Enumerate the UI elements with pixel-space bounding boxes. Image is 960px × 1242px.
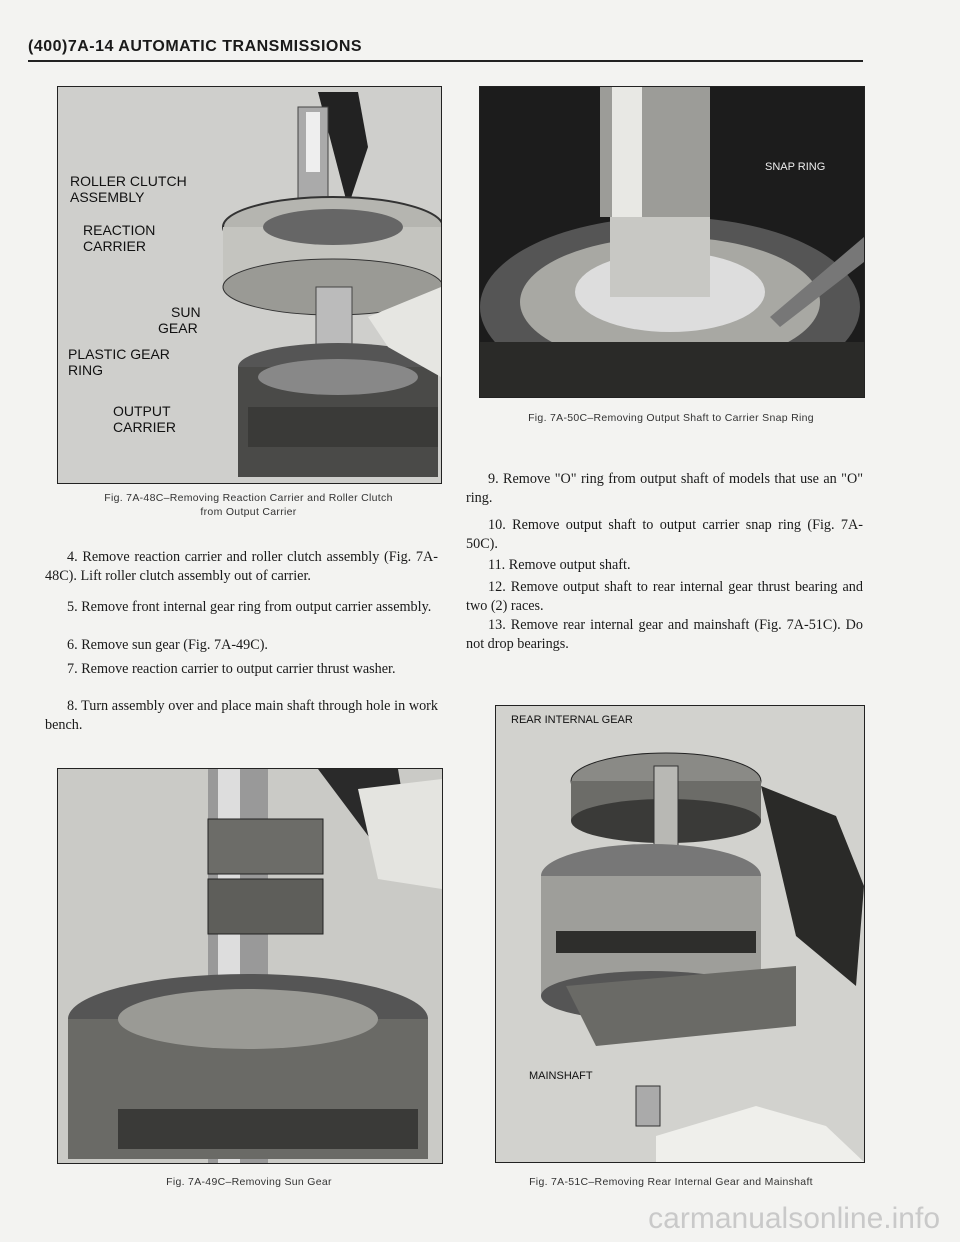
label-ring: RING (68, 362, 103, 378)
photo-rear-internal-gear (496, 706, 864, 1162)
label-roller-clutch: ROLLER CLUTCH (70, 173, 187, 189)
photo-sun-gear (58, 769, 442, 1163)
step-13: 13. Remove rear internal gear and mainshaft (Fig. 7A-51C). Do not drop bearings. (466, 617, 863, 652)
caption-fig-48c-line2: from Output Carrier (200, 506, 297, 518)
label-plastic-gear: PLASTIC GEAR (68, 346, 170, 362)
label-output-carrier: CARRIER (113, 419, 177, 435)
label-snap-ring: SNAP RING (765, 161, 826, 173)
step-10: 10. Remove output shaft to output carrier snap ring (Fig. 7A-50C). (466, 517, 863, 552)
figure-7a-51c (495, 705, 865, 1163)
caption-fig-51c: Fig. 7A-51C–Removing Rear Internal Gear and Mainshaft (529, 1176, 813, 1188)
figure-7a-50c (479, 86, 865, 398)
label-carrier: CARRIER (83, 238, 147, 254)
caption-fig-49c: Fig. 7A-49C–Removing Sun Gear (166, 1176, 332, 1188)
label-gear: GEAR (158, 320, 198, 336)
step-12: 12. Remove output shaft to rear internal gear thrust bearing and two (2) races. (466, 579, 863, 614)
step-4: 4. Remove reaction carrier and roller clutch assembly (Fig. 7A-48C). Lift roller clutch assembly out of carrier. (45, 549, 438, 584)
label-mainshaft: MAINSHAFT (529, 1070, 593, 1082)
step-6: 6. Remove sun gear (Fig. 7A-49C). (67, 637, 268, 653)
caption-fig-48c-line1: Fig. 7A-48C–Removing Reaction Carrier and Roller Clutch (104, 492, 393, 504)
label-assembly: ASSEMBLY (70, 189, 145, 205)
photo-snap-ring (480, 87, 864, 397)
page-header: (400)7A-14 AUTOMATIC TRANSMISSIONS (28, 38, 363, 55)
figure-7a-48c (57, 86, 442, 484)
header-rule (28, 60, 863, 62)
step-7: 7. Remove reaction carrier to output carrier thrust washer. (67, 661, 396, 677)
watermark: carmanualsonline.info (648, 1202, 940, 1235)
label-rear-internal-gear: REAR INTERNAL GEAR (511, 714, 633, 726)
step-11: 11. Remove output shaft. (488, 557, 631, 573)
caption-fig-50c: Fig. 7A-50C–Removing Output Shaft to Carrier Snap Ring (528, 412, 814, 424)
step-8: 8. Turn assembly over and place main shaft through hole in work bench. (45, 698, 438, 733)
figure-7a-49c (57, 768, 443, 1164)
step-9: 9. Remove "O" ring from output shaft of models that use an "O" ring. (466, 471, 863, 506)
label-sun: SUN (171, 304, 201, 320)
label-reaction: REACTION (83, 222, 156, 238)
label-output: OUTPUT (113, 403, 171, 419)
step-5: 5. Remove front internal gear ring from output carrier assembly. (67, 599, 432, 615)
